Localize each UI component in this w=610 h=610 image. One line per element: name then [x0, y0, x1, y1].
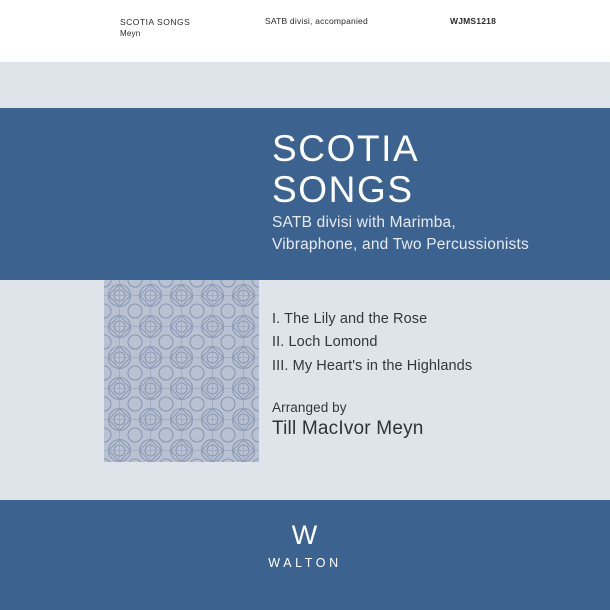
cover-subtitle-line-1: SATB divisi with Marimba, — [272, 214, 456, 231]
movement-item: II. Loch Lomond — [272, 334, 378, 351]
movement-item: III. My Heart's in the Highlands — [272, 357, 473, 374]
page-header — [0, 0, 610, 62]
cover-subtitle-line-2: Vibraphone, and Two Percussionists — [272, 236, 529, 254]
cover-title-line-1: SCOTIA — [272, 128, 420, 169]
publisher-name: WALTON — [268, 556, 342, 570]
decorative-pattern-block — [104, 280, 259, 462]
walton-w-icon: W — [291, 520, 319, 550]
movement-list — [272, 308, 592, 378]
header-composer: Meyn — [120, 29, 141, 39]
arranger-name: Till MacIvor Meyn — [272, 418, 424, 439]
cover-title — [272, 128, 602, 211]
arranged-by-label: Arranged by — [272, 400, 347, 415]
cover-title-line-2: SONGS — [272, 169, 414, 211]
header-voicing: SATB divisi, accompanied — [265, 16, 368, 26]
movement-item: I. The Lily and the Rose — [272, 311, 428, 327]
publisher-logo — [0, 522, 610, 570]
cover-subtitle — [272, 212, 592, 257]
header-catalog-number: WJMS1218 — [450, 16, 497, 26]
header-left-block — [120, 16, 190, 40]
header-work-title: SCOTIA SONGS — [120, 17, 191, 27]
